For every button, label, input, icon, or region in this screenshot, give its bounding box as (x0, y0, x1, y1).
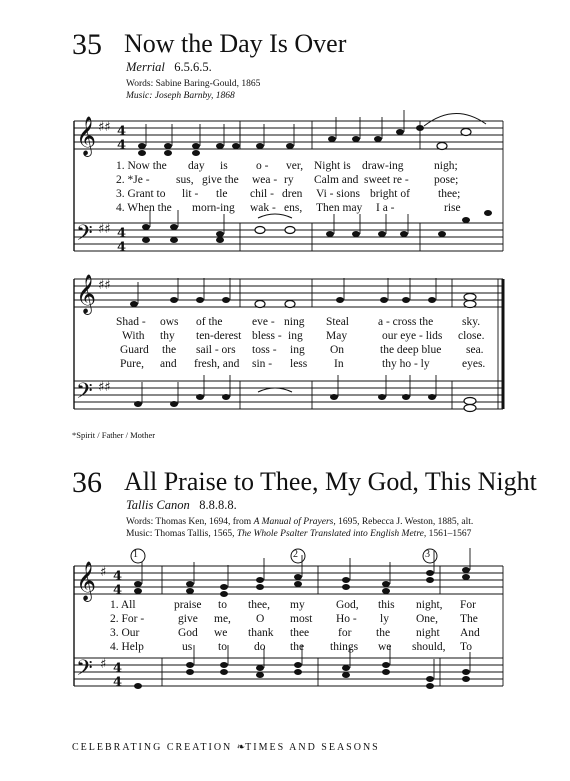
svg-text:4: 4 (117, 226, 127, 241)
music-credit: Music: Joseph Barnby, 1868 (126, 91, 235, 101)
bass-clef-icon: 𝄢 (76, 221, 93, 251)
lyric-syllable: a - cross the (378, 316, 434, 328)
lyric-syllable: toss - (252, 344, 277, 356)
lyric-syllable: sky. (462, 316, 481, 328)
lyric-syllable: I a - (376, 202, 395, 214)
lyric-syllable: fresh, and (194, 358, 240, 370)
lyric-syllable: ing (288, 330, 303, 342)
lyric-syllable: thy (160, 330, 175, 342)
canon-marker: 1 (133, 549, 138, 560)
lyric-syllable: the (376, 627, 391, 639)
lyric-syllable: and (160, 358, 177, 370)
lyric-syllable: Vi - sions (316, 188, 361, 200)
lyric-syllable: of the (196, 316, 223, 328)
words-credit-text: Words: Thomas Ken, 1694, from (126, 517, 254, 527)
lyric-syllable: God, (336, 599, 359, 611)
music-credit-text: 1561–1567 (426, 529, 472, 539)
meter: 6.5.6.5. (174, 60, 212, 74)
lyric-syllable: morn-ing (192, 202, 235, 214)
footer-section: CELEBRATING CREATION (72, 742, 233, 753)
lyric-syllable: the (290, 641, 305, 653)
svg-text:4: 4 (113, 569, 123, 584)
svg-text:♯: ♯ (100, 657, 107, 672)
lyric-syllable: Night is (314, 160, 351, 172)
lyric-syllable: Guard (120, 344, 149, 356)
lyric-syllable: sweet re - (364, 174, 409, 186)
svg-text:4: 4 (117, 240, 127, 255)
svg-text:♯♯: ♯♯ (98, 380, 111, 395)
hymn-number: 35 (72, 28, 102, 61)
lyric-syllable: Then may (316, 202, 363, 214)
lyric-syllable: day (188, 160, 205, 172)
lyric-syllable: tle (216, 188, 228, 200)
lyric-syllable: eve - (252, 316, 275, 328)
tune-name: Merrial (126, 60, 165, 74)
lyric-syllable: to (218, 641, 227, 653)
bass-clef-icon: 𝄢 (76, 379, 93, 409)
music-credit-text: Music: Thomas Tallis, 1565, (126, 529, 237, 539)
treble-clef-icon: 𝄞 (76, 561, 97, 601)
lyric-syllable: In (334, 358, 344, 370)
lyric-syllable: lit - (182, 188, 199, 200)
lyric-syllable: thee (290, 627, 310, 639)
svg-text:4: 4 (113, 583, 123, 598)
canon-marker: 2 (293, 549, 298, 560)
lyrics-system (110, 599, 506, 655)
lyric-syllable: Steal (326, 316, 349, 328)
lyric-syllable: bright of (370, 188, 410, 200)
lyric-syllable: 4. When the (116, 202, 172, 214)
lyric-syllable: my (290, 599, 305, 611)
lyric-syllable: give the (202, 174, 239, 186)
lyric-syllable: God (178, 627, 198, 639)
lyric-syllable: this (378, 599, 395, 611)
lyric-syllable: praise (174, 599, 202, 611)
lyric-syllable: sail - ors (196, 344, 236, 356)
lyric-syllable: Shad - (116, 316, 146, 328)
lyric-syllable: sin - (252, 358, 273, 370)
lyric-syllable: thy ho - ly (382, 358, 430, 370)
lyric-syllable: thee; (438, 188, 461, 200)
lyric-syllable: 4. Help (110, 641, 144, 653)
lyric-syllable: for (338, 627, 352, 639)
lyric-syllable: night (416, 627, 440, 639)
lyric-syllable: To (460, 641, 472, 653)
svg-text:♯♯: ♯♯ (98, 278, 111, 293)
lyric-syllable: For (460, 599, 476, 611)
lyric-syllable: ing (290, 344, 305, 356)
lyric-syllable: sea. (466, 344, 484, 356)
lyric-syllable: to (218, 599, 227, 611)
svg-text:♯: ♯ (100, 565, 107, 580)
lyric-syllable: ows (160, 316, 179, 328)
lyric-syllable: wak - (250, 202, 276, 214)
lyric-syllable: o - (256, 160, 269, 172)
lyric-syllable: Calm and (314, 174, 359, 186)
treble-clef-icon: 𝄞 (76, 274, 97, 314)
bass-clef-icon: 𝄢 (76, 656, 93, 686)
running-footer (72, 742, 380, 753)
lyric-syllable: give (178, 613, 198, 625)
lyric-syllable: thank (248, 627, 274, 639)
lyric-syllable: close. (458, 330, 485, 342)
canon-marker: 3 (425, 549, 430, 560)
lyric-syllable: rise (444, 202, 461, 214)
hymn-number: 36 (72, 466, 102, 499)
meter: 8.8.8.8. (199, 498, 237, 512)
lyric-syllable: thee, (248, 599, 271, 611)
lyric-syllable: the deep blue (380, 344, 442, 356)
svg-text:4: 4 (117, 138, 127, 153)
tune-name: Tallis Canon (126, 498, 190, 512)
lyric-syllable: nigh; (434, 160, 458, 172)
lyric-syllable: Ho - (336, 613, 357, 625)
lyric-syllable: bless - (252, 330, 282, 342)
lyric-syllable: pose; (434, 174, 459, 186)
lyric-syllable: 3. Grant to (116, 188, 166, 200)
lyric-syllable: should, (412, 641, 446, 653)
music-credit-source: The Whole Psalter Translated into English Metre, (236, 529, 427, 539)
lyric-syllable: wea - (252, 174, 278, 186)
lyric-syllable: me, (214, 613, 231, 625)
svg-text:♯♯: ♯♯ (98, 120, 111, 135)
svg-text:4: 4 (113, 675, 123, 690)
lyric-syllable: One, (416, 613, 439, 625)
lyric-syllable: ens, (284, 202, 303, 214)
svg-text:4: 4 (117, 124, 127, 139)
lyric-syllable: With (122, 330, 145, 342)
lyric-syllable: 2. *Je - (116, 174, 150, 186)
lyric-syllable: 1. Now the (116, 160, 167, 172)
lyric-syllable: things (330, 641, 359, 653)
words-credit-source: A Manual of Prayers, (253, 517, 336, 527)
lyric-syllable: And (460, 627, 480, 639)
lyric-syllable: ten-derest (196, 330, 242, 342)
lyric-syllable: night, (416, 599, 443, 611)
footer-subsection: TIMES AND SEASONS (245, 742, 380, 753)
lyric-syllable: ry (284, 174, 294, 186)
lyric-syllable: us (182, 641, 193, 653)
lyric-syllable: eyes. (462, 358, 486, 370)
lyric-syllable: dren (282, 188, 303, 200)
words-credit: Words: Sabine Baring-Gould, 1865 (126, 79, 261, 89)
lyric-syllable: most (290, 613, 313, 625)
lyric-syllable: our eye - lids (382, 330, 443, 342)
svg-text:♯♯: ♯♯ (98, 222, 111, 237)
lyric-syllable: May (326, 330, 348, 342)
lyric-syllable: 1. All (110, 599, 136, 611)
lyric-syllable: ning (284, 316, 305, 328)
leaf-ornament-icon: ❧ (236, 742, 246, 753)
lyric-syllable: The (460, 613, 478, 625)
hymn-title: All Praise to Thee, My God, This Night (124, 467, 537, 496)
words-credit-text: 1695, Rebecca J. Weston, 1885, alt. (335, 517, 474, 527)
lyric-syllable: draw-ing (362, 160, 404, 172)
hymn-title: Now the Day Is Over (124, 29, 347, 58)
lyric-syllable: Pure, (120, 358, 144, 370)
lyric-syllable: we (378, 641, 392, 653)
lyric-syllable: On (330, 344, 345, 356)
lyric-syllable: chil - (250, 188, 274, 200)
treble-clef-icon: 𝄞 (76, 116, 97, 156)
lyric-syllable: we (214, 627, 228, 639)
lyric-syllable: is (220, 160, 228, 172)
lyric-syllable: the (162, 344, 177, 356)
lyric-syllable: ly (380, 613, 389, 625)
lyric-syllable: do (254, 641, 266, 653)
lyric-syllable: ver, (286, 160, 304, 172)
lyric-syllable: sus, (176, 174, 194, 186)
lyric-syllable: less (290, 358, 308, 370)
svg-text:4: 4 (113, 661, 123, 676)
lyric-syllable: 2. For - (110, 613, 145, 625)
lyric-syllable: O (256, 613, 265, 625)
lyric-syllable: 3. Our (110, 627, 140, 639)
footnote: *Spirit / Father / Mother (72, 430, 156, 440)
